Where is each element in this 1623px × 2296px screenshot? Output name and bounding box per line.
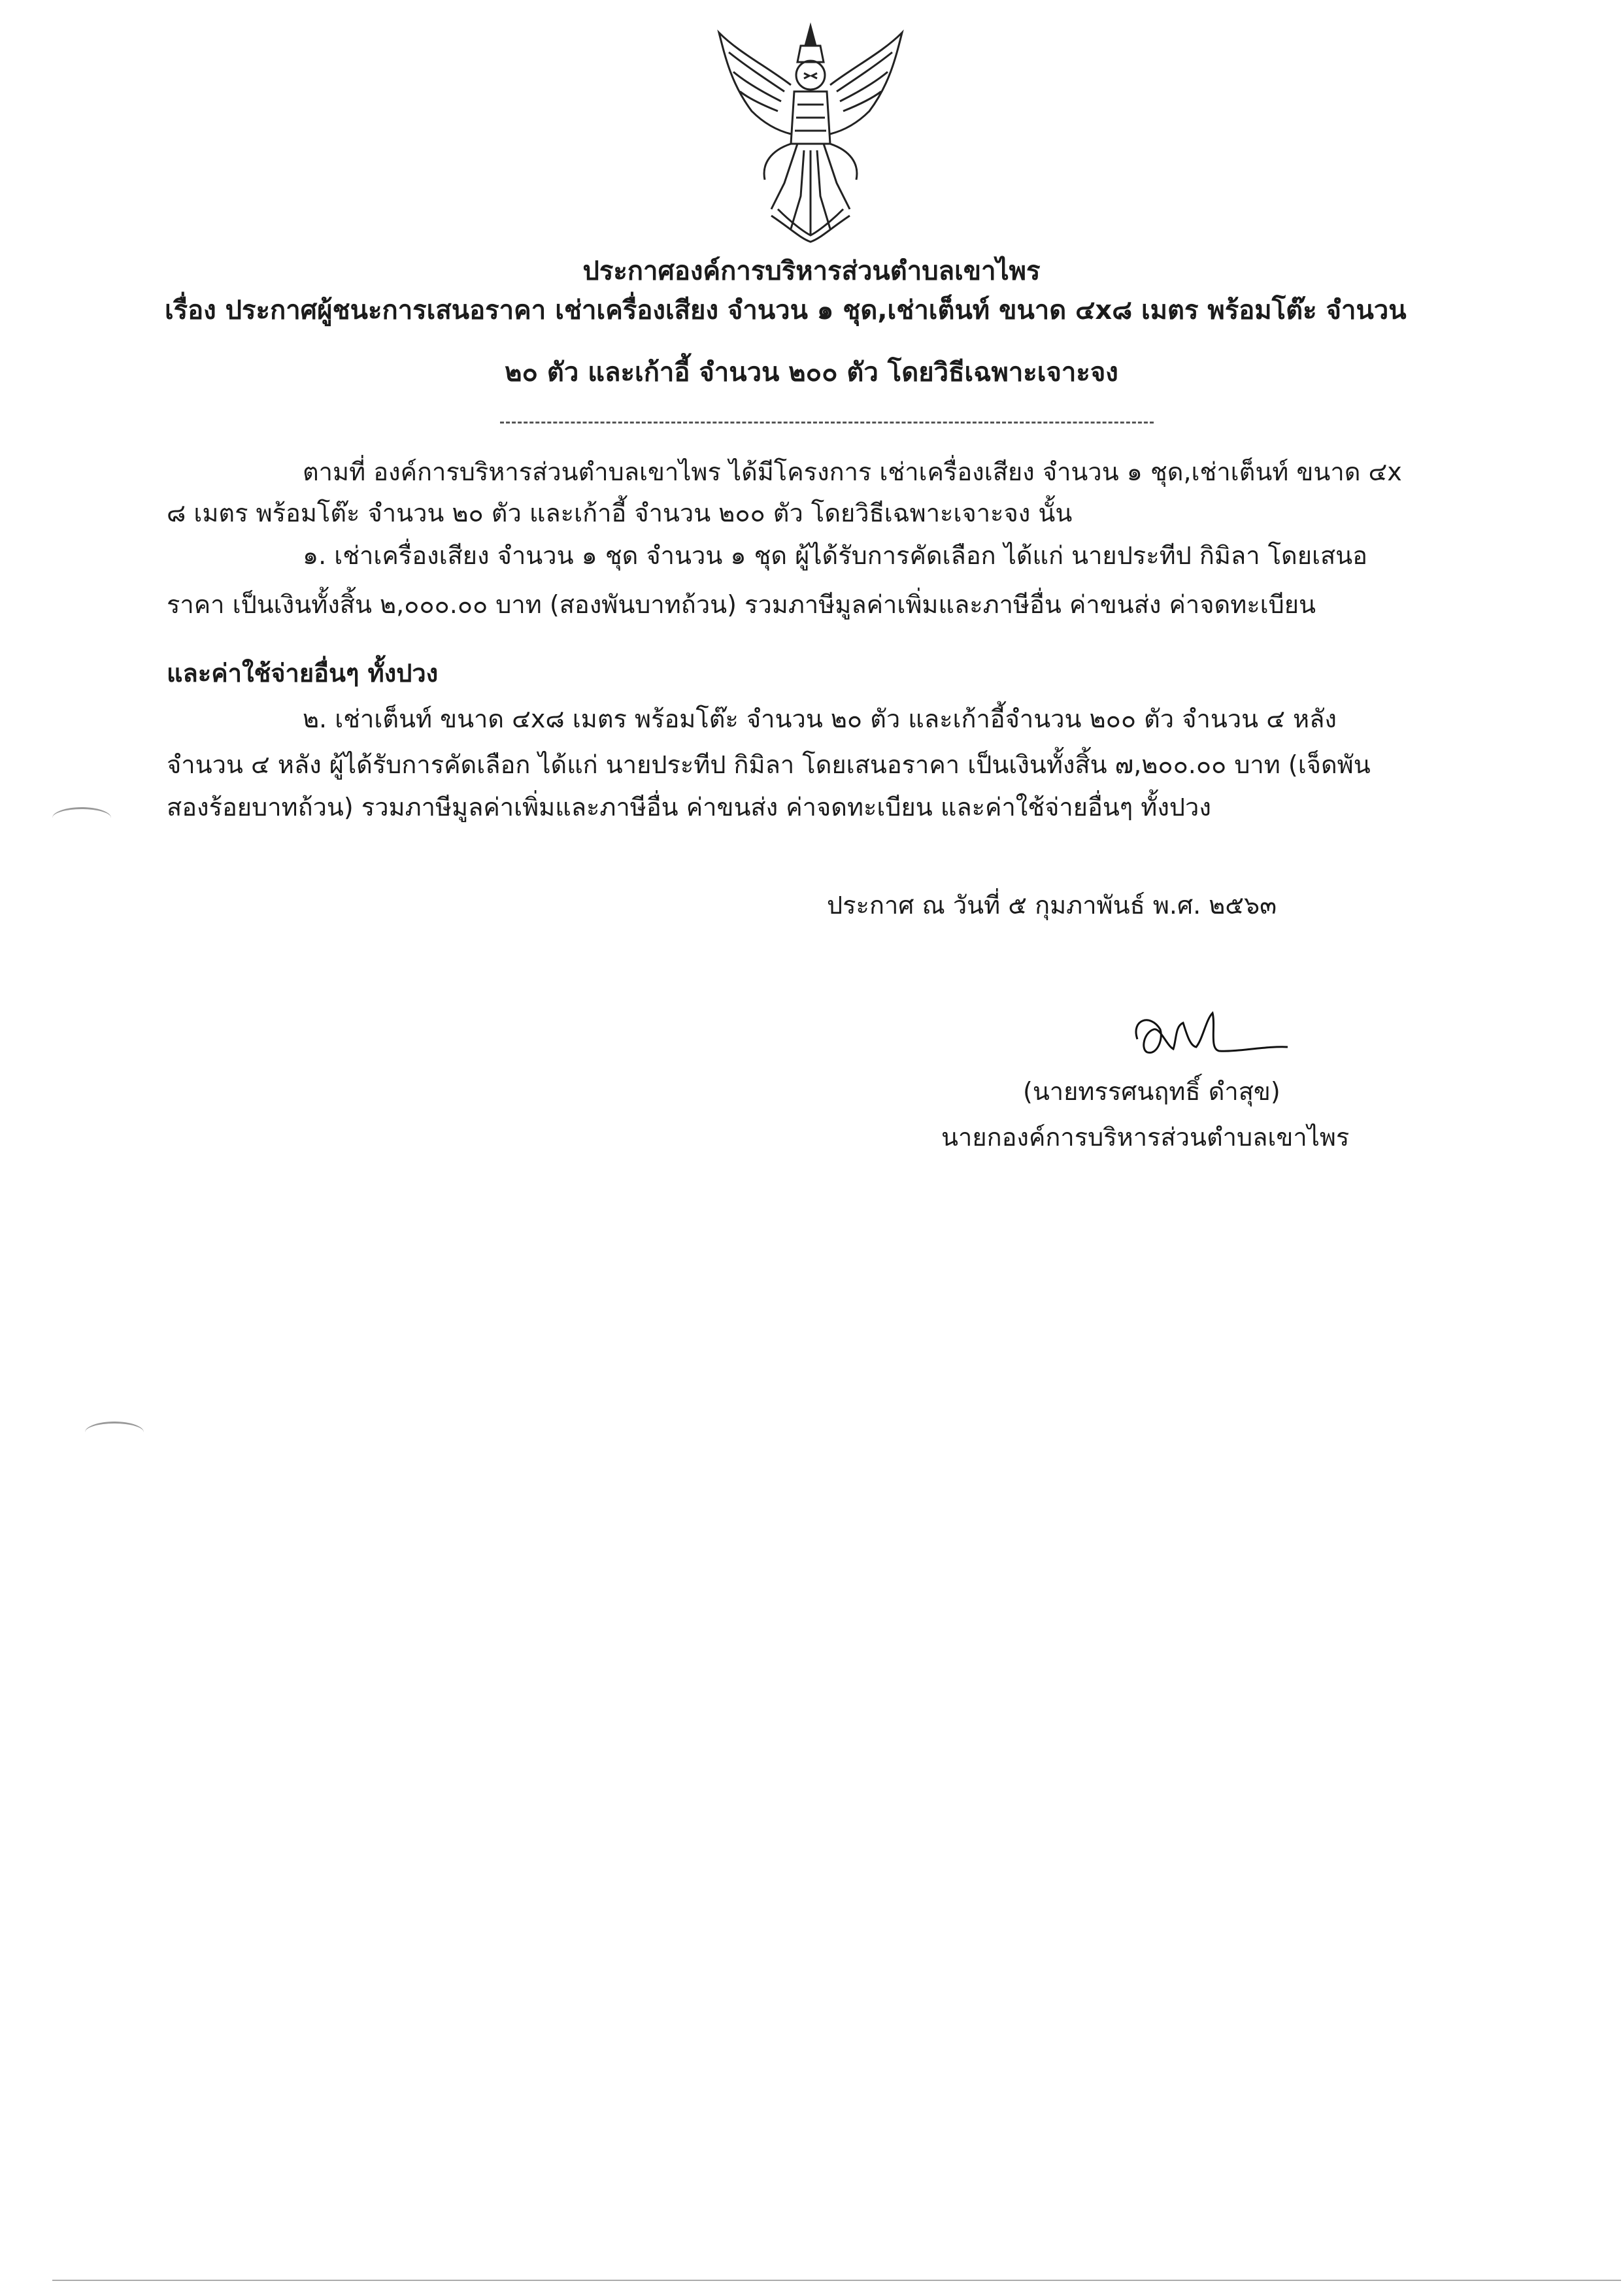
- subject-line-2: ๒๐ ตัว และเก้าอี้ จำนวน ๒๐๐ ตัว โดยวิธีเฉพาะเจาะจง: [505, 358, 1118, 388]
- intro-line-2: ๘ เมตร พร้อมโต๊ะ จำนวน ๒๐ ตัว และเก้าอี้ จำนวน ๒๐๐ ตัว โดยวิธีเฉพาะเจาะจง นั้น: [167, 499, 1073, 527]
- item-1-line-3: และค่าใช้จ่ายอื่นๆ ทั้งปวง: [167, 659, 439, 688]
- item-1-line-1: ๑. เช่าเครื่องเสียง จำนวน ๑ ชุด จำนวน ๑ ชุด ผู้ได้รับการคัดเลือก ได้แก่ นายประทีป กิมิลา โดยเสนอ: [303, 541, 1367, 570]
- garuda-emblem-icon: [693, 13, 928, 248]
- item-2-line-2: จำนวน ๔ หลัง ผู้ได้รับการคัดเลือก ได้แก่ นายประทีป กิมิลา โดยเสนอราคา เป็นเงินทั้งสิ้น ๗,๒๐๐.๐๐ บาท (เจ็ดพัน: [167, 750, 1371, 779]
- punch-hole-mark: [52, 807, 111, 829]
- document-title: ประกาศองค์การบริหารส่วนตำบลเขาไพร: [582, 256, 1041, 286]
- intro-line-1: ตามที่ องค์การบริหารส่วนตำบลเขาไพร ได้มีโครงการ เช่าเครื่องเสียง จำนวน ๑ ชุด,เช่าเต็นท์ ขนาด ๔x: [303, 458, 1402, 486]
- handwritten-signature: [1124, 993, 1294, 1072]
- item-1-line-2: ราคา เป็นเงินทั้งสิ้น ๒,๐๐๐.๐๐ บาท (สองพันบาทถ้วน) รวมภาษีมูลค่าเพิ่มและภาษีอื่น ค่าขนส่ง ค่าจดทะเบียน: [167, 590, 1316, 619]
- signer-name: (นายทรรศนฤทธิ์ ดำสุข): [1023, 1077, 1280, 1106]
- divider: [500, 422, 1154, 424]
- punch-hole-mark: [85, 1422, 144, 1443]
- announce-date: ประกาศ ณ วันที่ ๕ กุมภาพันธ์ พ.ศ. ๒๕๖๓: [827, 891, 1277, 920]
- item-2-line-3: สองร้อยบาทถ้วน) รวมภาษีมูลค่าเพิ่มและภาษีอื่น ค่าขนส่ง ค่าจดทะเบียน และค่าใช้จ่ายอื่นๆ ทั้งปวง: [167, 793, 1211, 822]
- scan-edge: [52, 2280, 1621, 2281]
- signer-title: นายกองค์การบริหารส่วนตำบลเขาไพร: [941, 1123, 1350, 1152]
- item-2-line-1: ๒. เช่าเต็นท์ ขนาด ๔x๘ เมตร พร้อมโต๊ะ จำนวน ๒๐ ตัว และเก้าอี้จำนวน ๒๐๐ ตัว จำนวน ๔ หลัง: [303, 705, 1337, 733]
- subject-line-1: เรื่อง ประกาศผู้ชนะการเสนอราคา เช่าเครื่องเสียง จำนวน ๑ ชุด,เช่าเต็นท์ ขนาด ๔x๘ เมตร พร้อมโต๊ะ จำนวน: [165, 295, 1407, 325]
